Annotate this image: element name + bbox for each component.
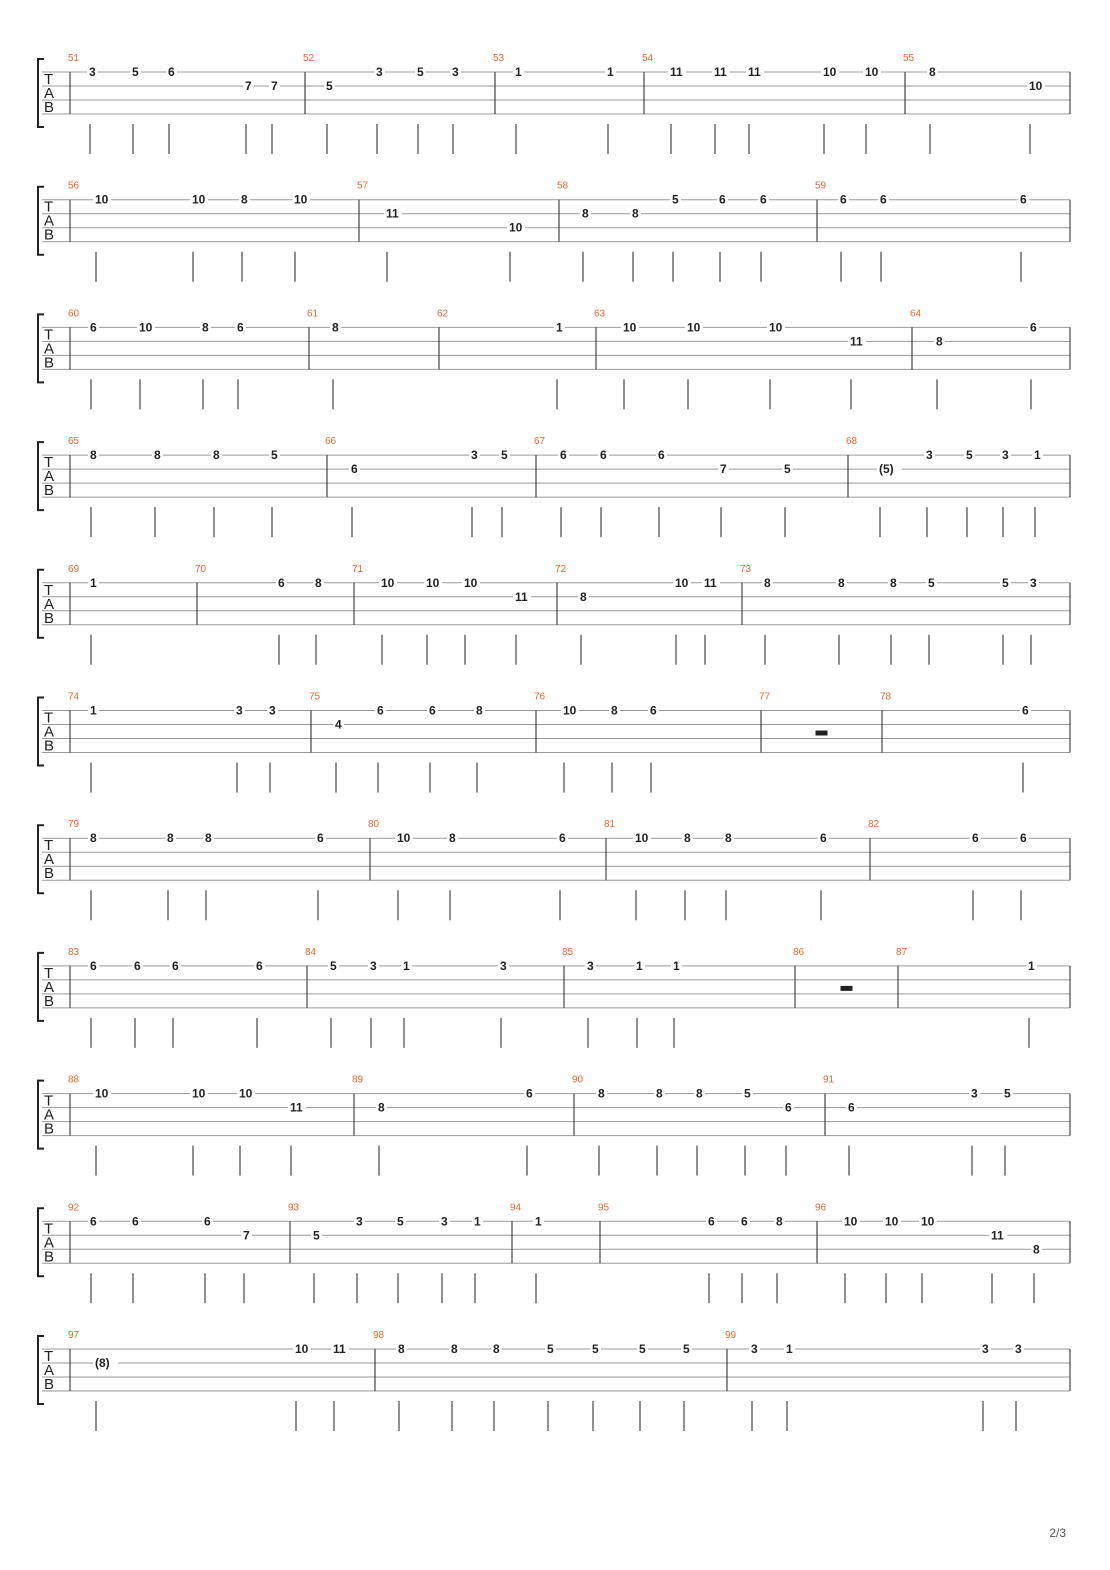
fret-number: 8 xyxy=(776,1214,783,1229)
fret-number: 8 xyxy=(90,831,97,846)
fret-number: 8 xyxy=(241,192,248,207)
measure-number: 61 xyxy=(307,308,319,320)
fret-number: 11 xyxy=(991,1228,1004,1243)
fret-number: 3 xyxy=(471,448,478,463)
fret-number: 1 xyxy=(403,958,410,973)
fret-number: 1 xyxy=(535,1214,542,1229)
fret-number: 6 xyxy=(237,320,244,335)
fret-number: 6 xyxy=(820,831,827,846)
fret-number: 7 xyxy=(720,462,727,477)
fret-number: 3 xyxy=(441,1214,448,1229)
fret-number: 1 xyxy=(636,958,643,973)
fret-number: 8 xyxy=(205,831,212,846)
fret-number: 5 xyxy=(744,1086,751,1101)
fret-number: 8 xyxy=(451,1342,458,1356)
fret-number: 11 xyxy=(386,206,399,221)
measure-number: 73 xyxy=(740,563,752,575)
fret-number: 8 xyxy=(936,334,943,349)
fret-number: 3 xyxy=(1002,448,1009,463)
fret-number: 6 xyxy=(1030,320,1037,335)
fret-number: 5 xyxy=(271,448,278,463)
fret-number: 8 xyxy=(890,575,897,590)
fret-number: 8 xyxy=(725,831,732,846)
measure-number: 52 xyxy=(303,53,315,64)
fret-number: 3 xyxy=(982,1342,989,1356)
fret-number: 11 xyxy=(714,65,727,79)
fret-number: 8 xyxy=(476,703,483,718)
fret-number: 7 xyxy=(271,79,278,93)
fret-number: 1 xyxy=(90,575,97,590)
fret-number: 5 xyxy=(1004,1086,1011,1101)
fret-number: 1 xyxy=(1028,958,1035,973)
tab-clef-letter: T xyxy=(44,454,54,472)
measure-number: 54 xyxy=(642,53,654,64)
fret-number: 3 xyxy=(370,958,377,973)
tab-clef-letter: A xyxy=(44,723,55,741)
fret-number: 3 xyxy=(376,65,383,79)
tab-clef-letter: B xyxy=(44,992,55,1010)
fret-number: 11 xyxy=(748,65,761,79)
fret-number: (8) xyxy=(95,1356,110,1370)
tab-clef-letter: T xyxy=(44,1092,54,1110)
fret-number: 3 xyxy=(452,65,459,79)
fret-number: 10 xyxy=(95,1086,109,1101)
fret-number: 5 xyxy=(672,192,679,207)
fret-number: 8 xyxy=(167,831,174,846)
fret-number: 5 xyxy=(928,575,935,590)
tab-clef-letter: T xyxy=(44,326,54,344)
fret-number: 6 xyxy=(785,1100,792,1115)
measure-number: 63 xyxy=(594,308,606,320)
tab-clef-letter: A xyxy=(44,468,55,486)
fret-number: 8 xyxy=(582,206,589,221)
fret-number: 6 xyxy=(1020,831,1027,846)
measure-number: 60 xyxy=(68,308,80,320)
fret-number: 10 xyxy=(192,192,206,207)
fret-number: 8 xyxy=(154,448,161,463)
fret-number: 1 xyxy=(607,65,614,79)
fret-number: (5) xyxy=(879,462,894,477)
fret-number: 10 xyxy=(381,575,395,590)
whole-rest xyxy=(816,731,828,736)
tab-clef-letter: A xyxy=(44,1106,55,1124)
fret-number: 8 xyxy=(378,1100,385,1115)
page-number: 2/3 xyxy=(1049,1526,1066,1540)
fret-number: 10 xyxy=(294,192,308,207)
fret-number: 10 xyxy=(295,1342,309,1356)
fret-number: 7 xyxy=(245,79,252,93)
fret-number: 6 xyxy=(1020,192,1027,207)
measure-number: 72 xyxy=(555,563,567,575)
measure-number: 69 xyxy=(68,563,80,575)
measure-number: 77 xyxy=(759,691,771,703)
fret-number: 6 xyxy=(429,703,436,718)
measure-number: 74 xyxy=(68,691,80,703)
fret-number: 6 xyxy=(168,65,175,79)
fret-number: 10 xyxy=(823,65,837,79)
measure-number: 99 xyxy=(725,1330,737,1341)
tab-clef-letter: T xyxy=(44,198,54,216)
measure-number: 88 xyxy=(68,1074,80,1086)
fret-number: 5 xyxy=(639,1342,646,1356)
fret-number: 11 xyxy=(515,589,528,604)
fret-number: 10 xyxy=(921,1214,935,1229)
fret-number: 1 xyxy=(673,958,680,973)
fret-number: 5 xyxy=(966,448,973,463)
fret-number: 8 xyxy=(580,589,587,604)
fret-number: 3 xyxy=(1015,1342,1022,1356)
fret-number: 10 xyxy=(192,1086,206,1101)
fret-number: 6 xyxy=(880,192,887,207)
fret-number: 1 xyxy=(556,320,563,335)
fret-number: 3 xyxy=(751,1342,758,1356)
fret-number: 5 xyxy=(592,1342,599,1356)
fret-number: 8 xyxy=(1033,1242,1040,1257)
fret-number: 10 xyxy=(885,1214,899,1229)
fret-number: 6 xyxy=(351,462,358,477)
fret-number: 3 xyxy=(500,958,507,973)
fret-number: 10 xyxy=(1029,79,1043,93)
fret-number: 8 xyxy=(315,575,322,590)
fret-number: 6 xyxy=(848,1100,855,1115)
measure-number: 83 xyxy=(68,946,80,958)
measure-number: 79 xyxy=(68,819,80,831)
fret-number: 8 xyxy=(213,448,220,463)
fret-number: 6 xyxy=(650,703,657,718)
measure-number: 76 xyxy=(534,691,546,703)
fret-number: 6 xyxy=(719,192,726,207)
fret-number: 11 xyxy=(290,1100,303,1115)
fret-number: 3 xyxy=(926,448,933,463)
tab-clef-letter: B xyxy=(44,482,55,500)
fret-number: 6 xyxy=(204,1214,211,1229)
fret-number: 5 xyxy=(313,1228,320,1243)
measure-number: 70 xyxy=(195,563,207,575)
fret-number: 8 xyxy=(611,703,618,718)
measure-number: 67 xyxy=(534,436,546,448)
fret-number: 11 xyxy=(704,575,717,590)
tab-clef-letter: B xyxy=(44,1248,55,1266)
measure-number: 87 xyxy=(896,946,908,958)
measure-number: 84 xyxy=(305,946,317,958)
fret-number: 10 xyxy=(95,192,109,207)
tab-clef-letter: B xyxy=(44,99,55,116)
measure-number: 62 xyxy=(437,308,449,320)
fret-number: 3 xyxy=(356,1214,363,1229)
tab-clef-letter: T xyxy=(44,71,54,88)
measure-number: 68 xyxy=(846,436,858,448)
measure-number: 55 xyxy=(903,53,915,64)
fret-number: 3 xyxy=(587,958,594,973)
tab-clef-letter: A xyxy=(44,1362,55,1379)
fret-number: 6 xyxy=(134,958,141,973)
measure-number: 66 xyxy=(325,436,337,448)
fret-number: 10 xyxy=(509,220,523,235)
measure-number: 98 xyxy=(373,1330,385,1341)
tab-clef-letter: A xyxy=(44,85,55,102)
measure-number: 90 xyxy=(572,1074,584,1086)
fret-number: 5 xyxy=(417,65,424,79)
tab-clef-letter: T xyxy=(44,1220,54,1238)
fret-number: 10 xyxy=(769,320,783,335)
fret-number: 10 xyxy=(865,65,879,79)
fret-number: 5 xyxy=(501,448,508,463)
fret-number: 11 xyxy=(850,334,863,349)
tab-clef-letter: B xyxy=(44,226,55,244)
fret-number: 6 xyxy=(760,192,767,207)
tab-clef-letter: A xyxy=(44,595,55,613)
fret-number: 10 xyxy=(563,703,577,718)
fret-number: 6 xyxy=(559,831,566,846)
measure-number: 93 xyxy=(288,1202,300,1214)
fret-number: 8 xyxy=(656,1086,663,1101)
tab-clef-letter: A xyxy=(44,978,55,996)
measure-number: 80 xyxy=(368,819,380,831)
measure-number: 51 xyxy=(68,53,80,64)
fret-number: 6 xyxy=(377,703,384,718)
fret-number: 5 xyxy=(326,79,333,93)
fret-number: 8 xyxy=(632,206,639,221)
measure-number: 75 xyxy=(309,691,321,703)
fret-number: 8 xyxy=(449,831,456,846)
fret-number: 6 xyxy=(560,448,567,463)
measure-number: 81 xyxy=(604,819,616,831)
measure-number: 89 xyxy=(352,1074,364,1086)
fret-number: 5 xyxy=(132,65,139,79)
tab-clef-letter: B xyxy=(44,737,55,755)
measure-number: 58 xyxy=(557,180,569,192)
tab-clef-letter: T xyxy=(44,709,54,727)
fret-number: 10 xyxy=(623,320,637,335)
measure-number: 59 xyxy=(815,180,827,192)
fret-number: 10 xyxy=(139,320,153,335)
fret-number: 5 xyxy=(1002,575,1009,590)
fret-number: 6 xyxy=(708,1214,715,1229)
fret-number: 3 xyxy=(269,703,276,718)
fret-number: 11 xyxy=(670,65,683,79)
fret-number: 6 xyxy=(278,575,285,590)
measure-number: 85 xyxy=(562,946,574,958)
fret-number: 1 xyxy=(515,65,522,79)
fret-number: 10 xyxy=(239,1086,253,1101)
fret-number: 10 xyxy=(464,575,478,590)
tab-clef-letter: A xyxy=(44,851,55,869)
tab-clef-letter: B xyxy=(44,865,55,883)
fret-number: 8 xyxy=(696,1086,703,1101)
tab-clef-letter: A xyxy=(44,212,55,230)
measure-number: 64 xyxy=(910,308,922,320)
measure-number: 56 xyxy=(68,180,80,192)
tab-clef-letter: B xyxy=(44,1120,55,1138)
fret-number: 10 xyxy=(687,320,701,335)
measure-number: 65 xyxy=(68,436,80,448)
fret-number: 8 xyxy=(90,448,97,463)
fret-number: 5 xyxy=(397,1214,404,1229)
fret-number: 10 xyxy=(397,831,411,846)
fret-number: 8 xyxy=(598,1086,605,1101)
measure-number: 94 xyxy=(510,1202,522,1214)
fret-number: 8 xyxy=(764,575,771,590)
fret-number: 4 xyxy=(335,717,342,732)
tab-clef-letter: A xyxy=(44,1234,55,1252)
tab-clef-letter: T xyxy=(44,964,54,982)
fret-number: 6 xyxy=(972,831,979,846)
fret-number: 1 xyxy=(786,1342,793,1356)
fret-number: 1 xyxy=(90,703,97,718)
measure-number: 92 xyxy=(68,1202,80,1214)
fret-number: 5 xyxy=(547,1342,554,1356)
fret-number: 6 xyxy=(90,1214,97,1229)
tab-clef-letter: B xyxy=(44,1376,55,1393)
measure-number: 82 xyxy=(868,819,880,831)
fret-number: 6 xyxy=(317,831,324,846)
tab-clef-letter: T xyxy=(44,837,54,855)
measure-number: 96 xyxy=(815,1202,827,1214)
fret-number: 1 xyxy=(474,1214,481,1229)
measure-number: 53 xyxy=(493,53,505,64)
fret-number: 6 xyxy=(600,448,607,463)
tab-clef-letter: A xyxy=(44,340,55,358)
fret-number: 8 xyxy=(838,575,845,590)
measure-number: 71 xyxy=(352,563,364,575)
fret-number: 6 xyxy=(741,1214,748,1229)
fret-number: 11 xyxy=(333,1342,346,1356)
fret-number: 5 xyxy=(784,462,791,477)
fret-number: 6 xyxy=(658,448,665,463)
fret-number: 3 xyxy=(236,703,243,718)
fret-number: 10 xyxy=(844,1214,858,1229)
fret-number: 6 xyxy=(840,192,847,207)
fret-number: 6 xyxy=(90,958,97,973)
measure-number: 57 xyxy=(357,180,369,192)
fret-number: 5 xyxy=(330,958,337,973)
fret-number: 6 xyxy=(526,1086,533,1101)
fret-number: 7 xyxy=(243,1228,250,1243)
fret-number: 6 xyxy=(256,958,263,973)
fret-number: 6 xyxy=(132,1214,139,1229)
fret-number: 3 xyxy=(1030,575,1037,590)
fret-number: 6 xyxy=(1022,703,1029,718)
fret-number: 6 xyxy=(90,320,97,335)
fret-number: 8 xyxy=(684,831,691,846)
fret-number: 8 xyxy=(398,1342,405,1356)
measure-number: 86 xyxy=(793,946,805,958)
measure-number: 95 xyxy=(598,1202,610,1214)
whole-rest xyxy=(841,986,853,991)
fret-number: 8 xyxy=(202,320,209,335)
measure-number: 97 xyxy=(68,1330,80,1341)
fret-number: 8 xyxy=(493,1342,500,1356)
tab-clef-letter: B xyxy=(44,354,55,372)
fret-number: 8 xyxy=(929,65,936,79)
fret-number: 10 xyxy=(675,575,689,590)
fret-number: 5 xyxy=(683,1342,690,1356)
fret-number: 6 xyxy=(172,958,179,973)
fret-number: 3 xyxy=(971,1086,978,1101)
tab-clef-letter: T xyxy=(44,1348,54,1365)
fret-number: 10 xyxy=(635,831,649,846)
fret-number: 10 xyxy=(426,575,440,590)
fret-number: 3 xyxy=(89,65,96,79)
fret-number: 1 xyxy=(1034,448,1041,463)
measure-number: 78 xyxy=(880,691,892,703)
measure-number: 91 xyxy=(823,1074,835,1086)
tab-clef-letter: B xyxy=(44,609,55,627)
fret-number: 8 xyxy=(332,320,339,335)
tab-clef-letter: T xyxy=(44,581,54,599)
